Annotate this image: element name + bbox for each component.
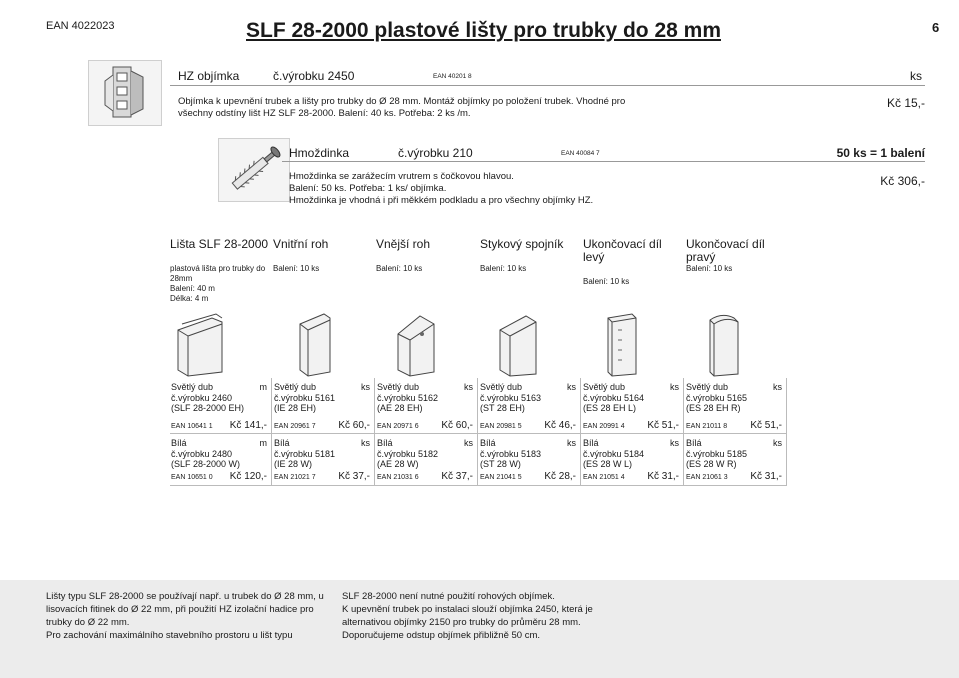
anchor-code: č.výrobku 210 xyxy=(398,146,473,160)
grid-divider xyxy=(786,378,787,486)
hz-description: Objímka k upevnění trubek a lišty pro trubky do Ø 28 mm. Montáž objímky po položení trubek. Vhodné pro všechny odstíny lišt HZ SLF 28-2000. Balení: 40 ks. Potřeba: 2 ks /m. xyxy=(178,96,626,119)
product-col-outer-corner xyxy=(376,238,476,274)
variant-light: Světlý dub ks č.výrobku 5164 (ES 28 EH L) xyxy=(583,382,679,413)
product-name: Ukončovací díl levý xyxy=(583,237,662,264)
product-desc: Balení: 10 ks xyxy=(686,264,733,273)
product-col-inner-corner xyxy=(273,238,373,274)
product-name: Stykový spojník xyxy=(480,237,564,251)
hz-ean: EAN 40201 8 xyxy=(433,73,472,80)
anchor-separator xyxy=(282,161,925,162)
page-number: 6 xyxy=(932,20,940,35)
product-desc: Balení: 10 ks xyxy=(273,264,320,273)
end-right-image xyxy=(700,310,756,378)
variant-white: Bílá ks č.výrobku 5185 (ES 28 W R) xyxy=(686,438,782,469)
hz-separator xyxy=(170,85,925,86)
product-desc: Balení: 10 ks xyxy=(376,264,423,273)
variant-light: Světlý dub ks č.výrobku 5163 (ST 28 EH) xyxy=(480,382,576,413)
hz-name: HZ objímka xyxy=(178,69,240,83)
grid-row-line xyxy=(170,433,786,434)
hz-clip-image xyxy=(88,60,162,126)
price-row-white: EAN 21031 6 Kč 37,- xyxy=(377,471,473,482)
price-row-white: EAN 21061 3 Kč 31,- xyxy=(686,471,782,482)
product-col-end-right xyxy=(686,238,776,274)
end-left-image xyxy=(598,310,654,378)
price-row-light: EAN 10641 1 Kč 141,- xyxy=(171,420,267,431)
price-row-light: EAN 21011 8 Kč 51,- xyxy=(686,420,782,431)
product-col-end-left xyxy=(583,238,683,287)
variant-white: Bílá ks č.výrobku 5183 (ST 28 W) xyxy=(480,438,576,469)
price-row-white: EAN 21041 5 Kč 28,- xyxy=(480,471,576,482)
note-left: Lišty typu SLF 28-2000 se používají např. u trubek do Ø 28 mm, u lisovacích fitinek do Ø 22 mm, při použití HZ izolační hadice pro trubky do Ø 22 mm. Pro zachování maximálního stavebního prostoru u lišt typu xyxy=(46,591,324,641)
price-row-light: EAN 20961 7 Kč 60,- xyxy=(274,420,370,431)
outer-corner-image xyxy=(390,310,446,378)
anchor-price: Kč 306,- xyxy=(880,174,925,188)
price-row-light: EAN 20981 5 Kč 46,- xyxy=(480,420,576,431)
product-name: Lišta SLF 28-2000 xyxy=(170,237,269,251)
price-row-white: EAN 21021 7 Kč 37,- xyxy=(274,471,370,482)
variant-white: Bílá ks č.výrobku 5182 (AE 28 W) xyxy=(377,438,473,469)
variant-white: Bílá ks č.výrobku 5184 (ES 28 W L) xyxy=(583,438,679,469)
variant-white: Bílá ks č.výrobku 5181 (IE 28 W) xyxy=(274,438,370,469)
variant-light: Světlý dub ks č.výrobku 5161 (IE 28 EH) xyxy=(274,382,370,413)
price-row-light: EAN 20991 4 Kč 51,- xyxy=(583,420,679,431)
product-col-strip xyxy=(170,238,270,304)
grid-divider xyxy=(374,378,375,486)
inner-corner-image xyxy=(290,310,346,378)
connector-image xyxy=(492,310,548,378)
grid-divider xyxy=(580,378,581,486)
product-name: Vnitřní roh xyxy=(273,237,329,251)
grid-divider xyxy=(477,378,478,486)
product-desc: plastová lišta pro trubky do 28mm Balení: 40 m Délka: 4 m xyxy=(170,264,266,303)
note-right: SLF 28-2000 není nutné použití rohových objímek. K upevnění trubek po instalaci slouží objímka 2450, která je alternativou objímky 2150 pro trubky do průměru 28 mm. Doporučujeme odstup objímek přibližně 50 cm. xyxy=(342,591,593,641)
variant-light: Světlý dub m č.výrobku 2460 (SLF 28-2000 EH) xyxy=(171,382,267,413)
anchor-name: Hmoždinka xyxy=(289,146,350,160)
product-col-connector xyxy=(480,238,580,274)
anchor-description: Hmoždinka se zarážecím vrutrem s čočkovou hlavou. Balení: 50 ks. Potřeba: 1 ks/ objímka. Hmoždinka je vhodná i při měkkém podkladu a pro všechny objímky HZ. xyxy=(289,171,594,206)
variant-white: Bílá m č.výrobku 2480 (SLF 28-2000 W) xyxy=(171,438,267,469)
grid-row-line xyxy=(170,485,786,486)
price-row-light: EAN 20971 6 Kč 60,- xyxy=(377,420,473,431)
grid-divider xyxy=(271,378,272,486)
price-row-white: EAN 10651 0 Kč 120,- xyxy=(171,471,267,482)
grid-divider xyxy=(683,378,684,486)
anchor-image xyxy=(218,138,290,202)
strip-image xyxy=(172,310,228,378)
variant-light: Světlý dub ks č.výrobku 5162 (AE 28 EH) xyxy=(377,382,473,413)
page-title: SLF 28-2000 plastové lišty pro trubky do 28 mm xyxy=(246,19,721,42)
hz-code: č.výrobku 2450 xyxy=(273,69,355,83)
price-row-white: EAN 21051 4 Kč 31,- xyxy=(583,471,679,482)
hz-unit: ks xyxy=(910,69,922,83)
hz-price: Kč 15,- xyxy=(886,96,925,110)
variant-light: Světlý dub ks č.výrobku 5165 (ES 28 EH R) xyxy=(686,382,782,413)
header-ean: EAN 4022023 xyxy=(46,20,115,32)
product-desc: Balení: 10 ks xyxy=(583,277,630,286)
product-desc: Balení: 10 ks xyxy=(480,264,527,273)
product-name: Vnější roh xyxy=(376,237,431,251)
product-name: Ukončovací díl pravý xyxy=(686,237,765,264)
anchor-ean: EAN 40084 7 xyxy=(561,150,600,157)
anchor-pack: 50 ks = 1 balení xyxy=(836,146,925,160)
